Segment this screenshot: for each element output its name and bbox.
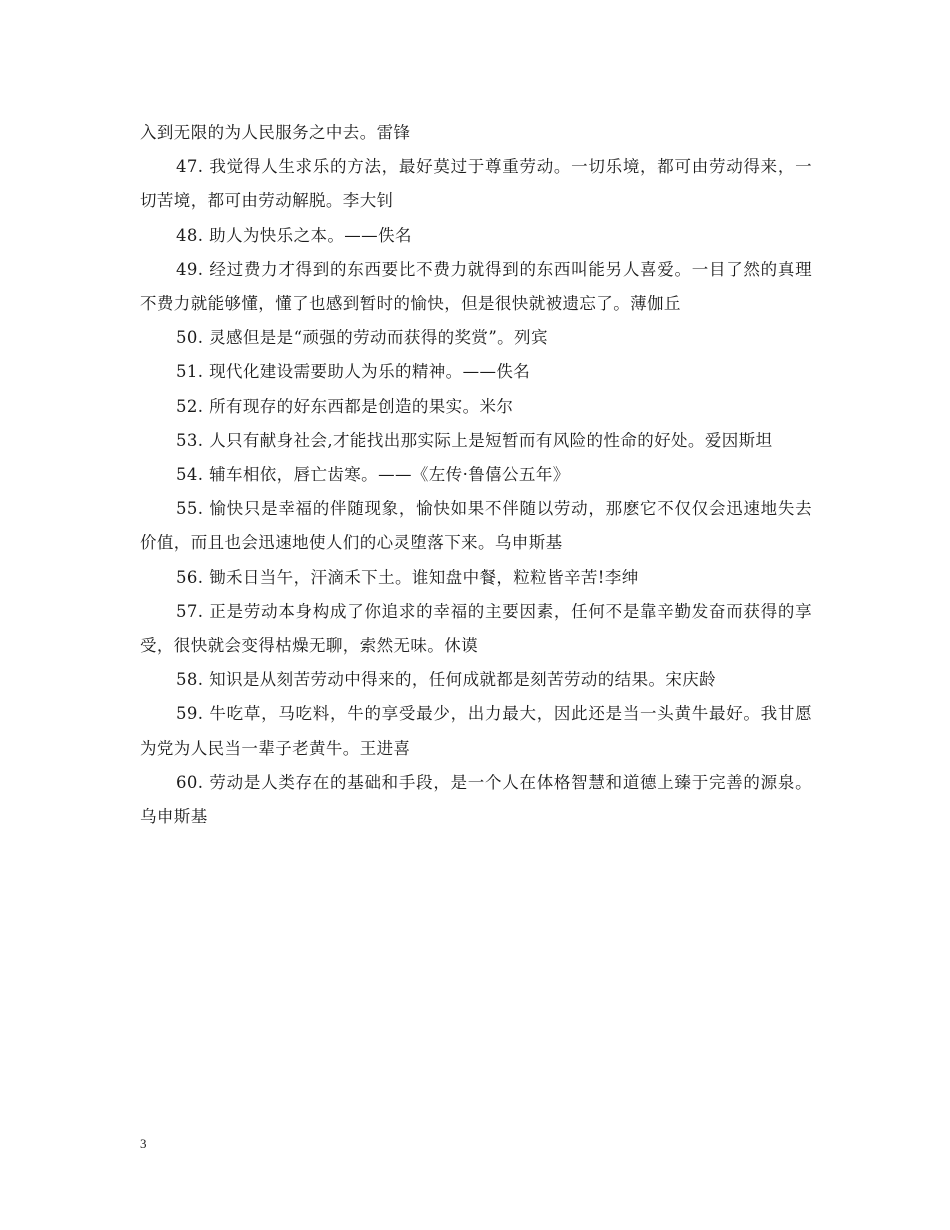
quote-60: 60. 劳动是人类存在的基础和手段，是一个人在体格智慧和道德上臻于完善的源泉。乌申斯基 (140, 772, 812, 827)
quote-59: 59. 牛吃草，马吃料，牛的享受最少，出力最大，因此还是当一头黄牛最好。我甘愿为党为人民当一辈子老黄牛。王进喜 (140, 704, 812, 758)
paragraph-continuation: 入到无限的为人民服务之中去。雷锋 (140, 123, 411, 142)
quote-51: 51. 现代化建设需要助人为乐的精神。——佚名 (176, 362, 531, 382)
quote-55: 55. 愉快只是幸福的伴随现象，愉快如果不伴随以劳动，那麽它不仅仅会迅速地失去价值，而且也会迅速地使人们的心灵堕落下来。乌申斯基 (140, 499, 812, 553)
quote-57: 57. 正是劳动本身构成了你追求的幸福的主要因素，任何不是靠辛勤发奋而获得的享受，很快就会变得枯燥无聊，索然无味。休谟 (140, 601, 812, 656)
page-number: 3 (140, 1136, 147, 1151)
body-text (140, 116, 812, 834)
quote-56: 56. 锄禾日当午，汗滴禾下土。谁知盘中餐，粒粒皆辛苦!李绅 (176, 567, 639, 587)
quote-49: 49. 经过费力才得到的东西要比不费力就得到的东西叫能另人喜爱。一目了然的真理不费力就能够懂，懂了也感到暂时的愉快，但是很快就被遗忘了。薄伽丘 (140, 259, 812, 314)
quote-53: 53. 人只有献身社会,才能找出那实际上是短暂而有风险的性命的好处。爱因斯坦 (176, 430, 773, 450)
quote-54: 54. 辅车相依，唇亡齿寒。——《左传·鲁僖公五年》 (176, 465, 570, 485)
quote-47: 47. 我觉得人生求乐的方法，最好莫过于尊重劳动。一切乐境，都可由劳动得来，一切苦境，都可由劳动解脱。李大钊 (140, 157, 812, 211)
quote-52: 52. 所有现存的好东西都是创造的果实。米尔 (176, 396, 514, 416)
quote-58: 58. 知识是从刻苦劳动中得来的，任何成就都是刻苦劳动的结果。宋庆龄 (176, 670, 717, 690)
quote-50: 50. 灵感但是是“顽强的劳动而获得的奖赏”。列宾 (176, 328, 548, 348)
quote-48: 48. 助人为快乐之本。——佚名 (176, 225, 412, 245)
